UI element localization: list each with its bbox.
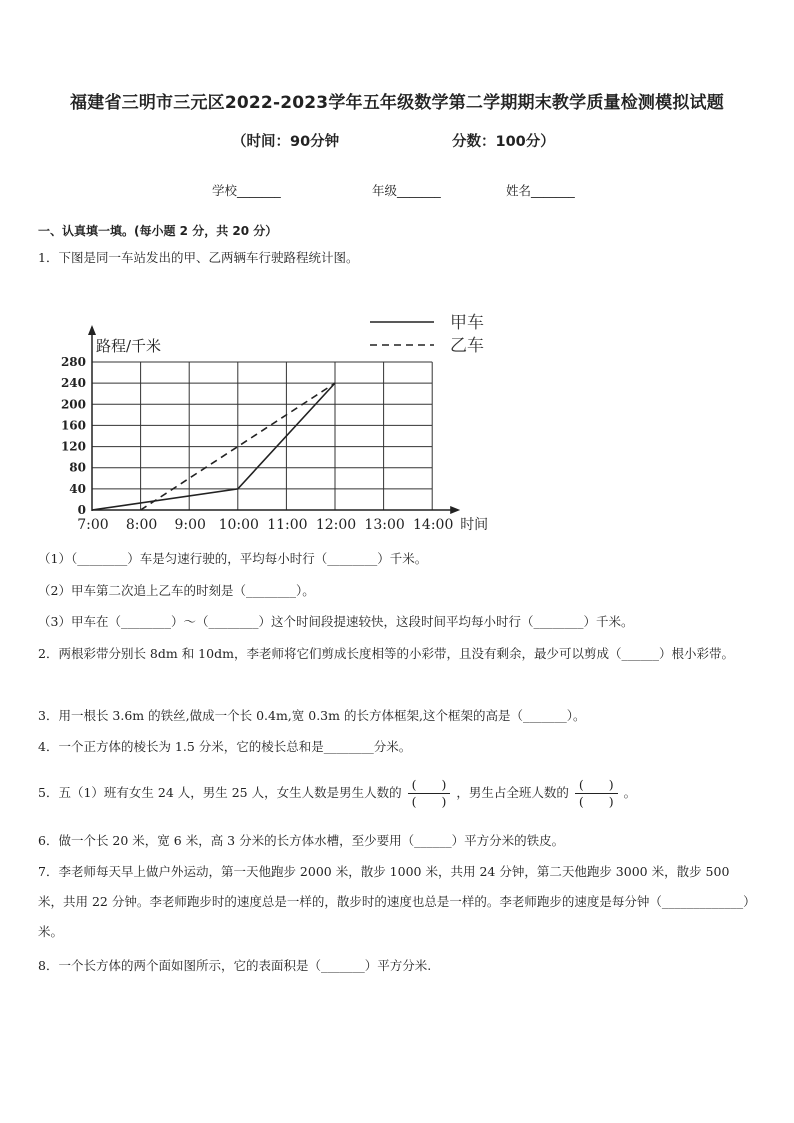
question-6: 6．做一个长 20 米，宽 6 米，高 3 分米的长方体水槽，至少要用（______）平方分米的铁皮。 [38, 833, 565, 848]
question-5 [38, 778, 636, 809]
distance-time-chart [40, 305, 560, 535]
page-title: 福建省三明市三元区2022-2023学年五年级数学第二学期期末教学质量检测模拟试题 [70, 93, 724, 113]
question-5-text-a: 5．五（1）班有女生 24 人，男生 25 人，女生人数是男生人数的 [38, 785, 402, 800]
x-tick-label: 11:00 [267, 517, 308, 533]
question-1-2: （2）甲车第二次追上乙车的时刻是（________）。 [38, 583, 315, 598]
fraction-denominator: ( ) [578, 794, 614, 809]
question-5-text-c: 。 [623, 785, 637, 800]
question-4: 4．一个正方体的棱长为 1.5 分米，它的棱长总和是________分米。 [38, 739, 412, 754]
chart-grid [92, 362, 432, 510]
y-tick-label: 160 [60, 418, 86, 433]
question-3: 3．用一根长 3.6m 的铁丝,做成一个长 0.4m,宽 0.3m 的长方体框架,这个框架的高是（_______）。 [38, 708, 586, 723]
x-tick-label: 8:00 [125, 517, 158, 533]
y-axis-arrow [88, 325, 96, 335]
fraction-numerator: ( ) [575, 778, 618, 794]
school-field: 学校_______ [212, 183, 281, 198]
chart-axes [61, 325, 488, 533]
y-tick-label: 280 [60, 355, 86, 369]
legend-label-2: 乙车 [450, 336, 484, 356]
fraction-denominator: ( ) [411, 794, 447, 809]
chart-legend [370, 313, 484, 356]
question-8: 8．一个长方体的两个面如图所示，它的表面积是（_______）平方分米. [38, 958, 432, 973]
question-5-text-b: ，男生占全班人数的 [456, 785, 569, 800]
y-tick-label: 80 [69, 460, 86, 475]
fraction-blank-2 [575, 778, 618, 809]
x-tick-label: 10:00 [218, 517, 259, 533]
legend-label-1: 甲车 [450, 313, 484, 333]
name-field: 姓名_______ [506, 183, 575, 198]
section-heading: 一、认真填一填。(每小题 2 分，共 20 分） [38, 224, 278, 238]
fraction-numerator: ( ) [408, 778, 451, 794]
y-axis-title: 路程/千米 [96, 337, 162, 355]
question-2: 2．两根彩带分别长 8dm 和 10dm，李老师将它们剪成长度相等的小彩带，且没有剩余，最少可以剪成（______）根小彩带。 [38, 646, 734, 661]
x-tick-label: 13:00 [364, 517, 405, 533]
fraction-blank-1 [408, 778, 451, 809]
x-tick-label: 14:00 [413, 517, 454, 533]
grade-field: 年级_______ [372, 183, 441, 198]
x-tick-label: 12:00 [315, 517, 357, 533]
y-tick-label: 0 [77, 503, 86, 517]
exam-time: （时间：90分钟 [232, 134, 340, 150]
x-axis-title: 时间 [460, 517, 489, 533]
question-1: 1．下图是同一车站发出的甲、乙两辆车行驶路程统计图。 [38, 250, 359, 265]
question-7: 7．李老师每天早上做户外运动，第一天他跑步 2000 米，散步 1000 米，共用 24 分钟，第二天他跑步 3000 米，散步 500 米，共用 22 分钟。李老师跑步时的速度总是一样的，散步时的速度也总是一样的。李老师跑步的速度是每分钟（_____________）米。 [38, 864, 756, 939]
y-tick-label: 120 [60, 439, 86, 454]
y-tick-label: 240 [60, 376, 86, 391]
x-tick-label: 9:00 [174, 517, 206, 533]
question-1-1: （1）（________）车是匀速行驶的，平均每小时行（________）千米。 [38, 551, 428, 566]
question-1-3: （3）甲车在（________）～（________）这个时间段提速较快，这段时间平均每小时行（________）千米。 [38, 614, 634, 629]
x-tick-label: 7:00 [77, 517, 109, 533]
x-axis-arrow [450, 506, 460, 514]
exam-score: 分数：100分） [452, 134, 555, 150]
y-tick-label: 200 [60, 397, 86, 412]
y-tick-label: 40 [69, 481, 86, 496]
